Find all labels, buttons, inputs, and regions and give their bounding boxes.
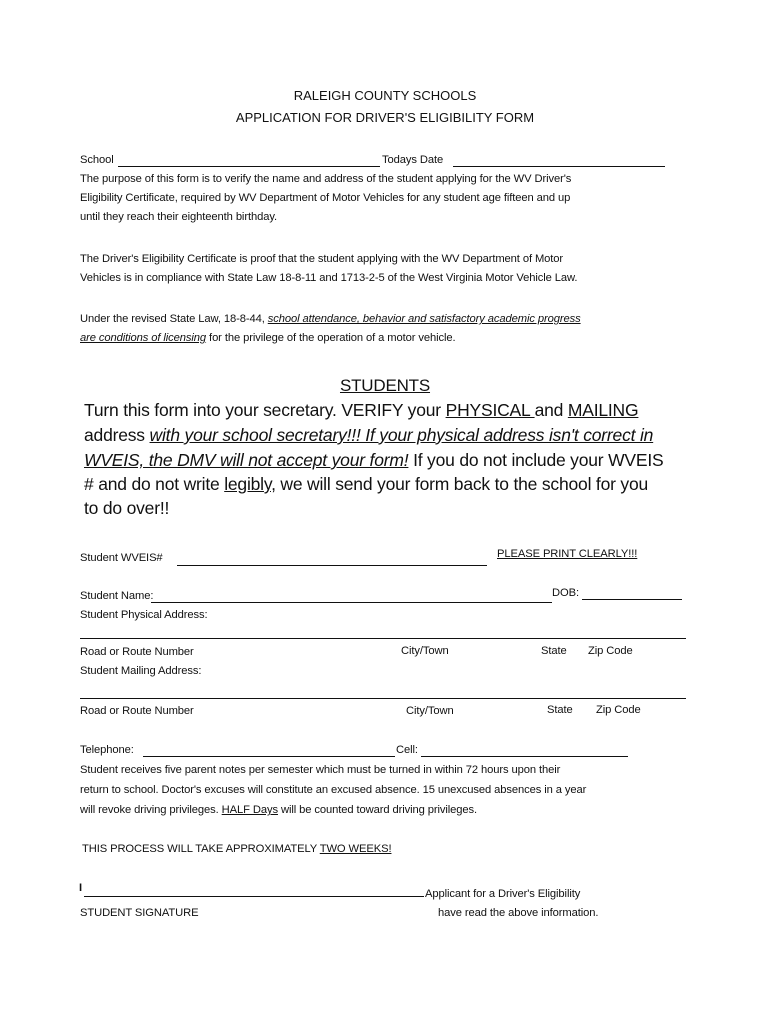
header-title: RALEIGH COUNTY SCHOOLS	[293, 88, 477, 103]
notice-line-5: to do over!!	[84, 498, 170, 518]
notice-text: we will send your form back to the school for you	[275, 474, 649, 494]
cell-label: Cell:	[396, 744, 418, 756]
student-signature-field[interactable]	[84, 896, 424, 897]
state-label-2: State	[547, 704, 573, 716]
notice-line-2	[84, 425, 653, 446]
student-name-field[interactable]	[151, 602, 552, 603]
notice-line-3	[84, 450, 663, 471]
notice-and: and	[534, 400, 568, 420]
dob-label: DOB:	[552, 587, 579, 599]
secretary-emphasis: with your school secretary!!! If your physical address isn't correct in	[149, 425, 654, 445]
purpose-line-1: The purpose of this form is to verify the name and address of the student applying for the WV Driver's	[80, 173, 572, 185]
road-route-label-1: Road or Route Number	[80, 646, 194, 658]
city-town-label-1: City/Town	[401, 645, 449, 657]
school-field[interactable]	[118, 166, 380, 167]
mailing-address-label: Student Mailing Address:	[80, 665, 202, 677]
telephone-field[interactable]	[143, 756, 395, 757]
absence-policy-line-2: return to school. Doctor's excuses will constitute an excused absence. 15 unexcused absences in a year	[80, 784, 587, 796]
physical-address-label: Student Physical Address:	[80, 609, 208, 621]
print-clearly-note: PLEASE PRINT CLEARLY!!!	[497, 548, 638, 560]
physical-address-field[interactable]	[80, 638, 686, 639]
student-signature-label: STUDENT SIGNATURE	[80, 907, 199, 919]
signature-prefix: I	[79, 882, 83, 894]
absence-policy-line-3	[80, 804, 477, 816]
revised-law-line-1	[80, 313, 581, 325]
notice-text: address	[84, 425, 150, 445]
two-weeks-emphasis: TWO WEEKS!	[319, 843, 392, 855]
notice-text: If you do not include your WVEIS	[408, 450, 664, 470]
zip-code-label-1: Zip Code	[588, 645, 633, 657]
state-label-1: State	[541, 645, 567, 657]
revised-law-text-2: for the privilege of the operation of a motor vehicle.	[206, 332, 456, 344]
wveis-label: Student WVEIS#	[80, 552, 163, 564]
purpose-line-3: until they reach their eighteenth birthday.	[80, 211, 277, 223]
student-name-label: Student Name:	[80, 590, 154, 602]
process-notice	[82, 843, 391, 855]
applicant-statement-2: have read the above information.	[438, 907, 599, 919]
dmv-emphasis: WVEIS, the DMV will not accept your form!	[84, 450, 409, 470]
absence-text: will be counted toward driving privileges.	[277, 804, 478, 816]
school-label: School	[80, 154, 114, 166]
notice-line-1	[84, 400, 638, 421]
telephone-label: Telephone:	[80, 744, 134, 756]
absence-text: will revoke driving privileges.	[80, 804, 222, 816]
road-route-label-2: Road or Route Number	[80, 705, 194, 717]
wveis-field[interactable]	[177, 565, 487, 566]
notice-line-4	[84, 474, 648, 495]
header-subtitle: APPLICATION FOR DRIVER'S ELIGIBILITY FORM	[235, 110, 535, 125]
dob-field[interactable]	[582, 599, 682, 600]
revised-law-emphasis: school attendance, behavior and satisfactory academic progress	[267, 313, 581, 325]
todays-date-field[interactable]	[453, 166, 665, 167]
revised-law-text: Under the revised State Law, 18-8-44,	[80, 313, 268, 325]
city-town-label-2: City/Town	[406, 705, 454, 717]
mailing-emphasis: MAILING	[567, 400, 639, 420]
students-heading: STUDENTS	[339, 376, 431, 395]
revised-law-line-2	[80, 332, 456, 344]
legibly-emphasis: legibly,	[224, 474, 276, 494]
certificate-line-1: The Driver's Eligibility Certificate is proof that the student applying with the WV Department of Motor	[80, 253, 564, 265]
applicant-statement-1: Applicant for a Driver's Eligibility	[425, 888, 581, 900]
half-days-emphasis: HALF Days	[221, 804, 278, 816]
todays-date-label: Todays Date	[382, 154, 444, 166]
zip-code-label-2: Zip Code	[596, 704, 641, 716]
notice-text: Turn this form into your secretary. VERIFY your	[84, 400, 446, 420]
certificate-line-2: Vehicles is in compliance with State Law 18-8-11 and 1713-2-5 of the West Virginia Motor Vehicle Law.	[80, 272, 578, 284]
cell-field[interactable]	[421, 756, 628, 757]
conditions-of-licensing: are conditions of licensing	[80, 332, 207, 344]
absence-policy-line-1: Student receives five parent notes per semester which must be turned in within 72 hours upon their	[80, 764, 561, 776]
notice-text: # and do not write	[84, 474, 225, 494]
physical-emphasis: PHYSICAL	[445, 400, 535, 420]
mailing-address-field[interactable]	[80, 698, 686, 699]
purpose-line-2: Eligibility Certificate, required by WV Department of Motor Vehicles for any student age fifteen and up	[80, 192, 571, 204]
process-text: THIS PROCESS WILL TAKE APPROXIMATELY	[82, 843, 320, 855]
